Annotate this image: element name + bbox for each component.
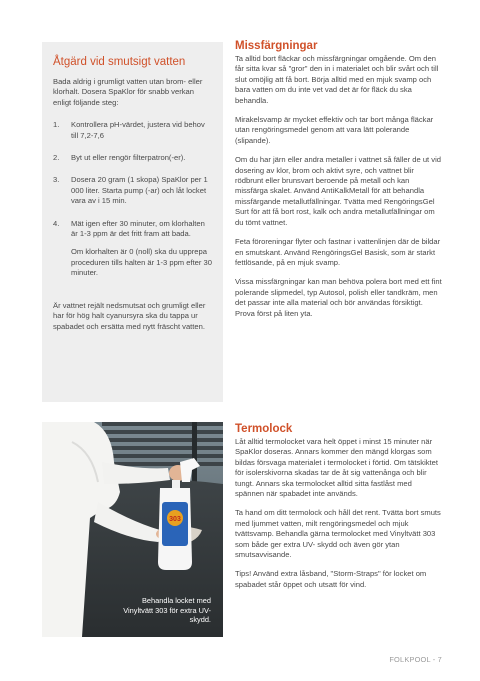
paragraph: Låt alltid termolocket vara helt öppet i minst 15 minuter när SpaKlor doseras. Annars kommer den mängd klorgas som bildas försvaga materialet i termolocket i förtid. Om tätskiktet för isolerskivorna skadas tar de åt sig vattenånga och blir tungt. Annars ska termolocket alltid sitta fastlåst med spännen när spabadet inte används. (235, 437, 438, 499)
list-item (53, 219, 212, 279)
info-box (42, 42, 223, 402)
bottle-label-text: 303 (169, 516, 181, 523)
list-item (53, 120, 212, 141)
paragraph: Ta hand om ditt termolock och håll det rent. Tvätta bort smuts med ljummet vatten, milt rengöringsmedel och mjuk tvättsvamp. Behandla gärna termolocket med Vinyltvätt 303 som både ger extra UV- skydd och även gör ytan smutsavvisande. (235, 508, 441, 560)
step-text: Byt ut eller rengör filterpatron(-er). (71, 153, 186, 163)
paragraph: Ta alltid bort fläckar och missfärgningar omgående. Om den får sitta kvar så "gror" den in i materialet och blir svårt och till slut omöjlig att få bort. Börja alltid med en mjuk svamp och bara vatten om du inte vet vad det är för fläck du ska behandla. (235, 54, 439, 105)
steps-list (53, 120, 212, 278)
section-title: Missfärgningar (235, 40, 318, 52)
step-number: 3. (53, 175, 60, 185)
cleaning-photo (42, 422, 223, 637)
info-box-intro: Bada aldrig i grumligt vatten utan brom- eller klorhalt. Dosera SpaKlor för snabb verkan enligt följande steg: (53, 77, 203, 107)
paragraph: Tips! Använd extra låsband, "Storm-Straps" för locket om spabadet står öppet och utsatt för vind. (235, 569, 427, 589)
info-box-footer: Är vattnet rejält nedsmutsat och grumligt eller har för hög halt cyanursyra ska du tappa ur spabadet och ersätta med nytt fräscht vatten. (53, 300, 206, 331)
section-termolock (235, 423, 443, 599)
paragraph: Om du har järn eller andra metaller i vattnet så fäller de ut vid dosering av klor, brom och aktivt syre, och vattnet blir rödbrunt eller brunsvart beroende på metall och kan missfärga skalet. Använd AntiKalkMetall för att behandla missfärgande metallutfällningar. Tvätta med RengöringsGel Surt för att få bort rost, kalk och andra metallutfällningar om du tömt vattnet. (235, 155, 441, 227)
step-number: 4. (53, 218, 60, 228)
page-footer: FOLKPOOL - 7 (389, 655, 442, 664)
step-number: 2. (53, 153, 60, 163)
step-text: Kontrollera pH-värdet, justera vid behov till 7,2-7,6 (71, 120, 205, 140)
step-text: Dosera 20 gram (1 skopa) SpaKlor per 1 000 liter. Starta pump (-ar) och låt locket vara av i 15 min. (71, 175, 208, 206)
section-title: Termolock (235, 423, 293, 435)
paragraph: Feta föroreningar flyter och fastnar i vattenlinjen där de bildar en smutskant. Använd RengöringsGel Basisk, som är starkt fettlösande, på en mjuk svamp. (235, 237, 441, 267)
step-number: 1. (53, 120, 60, 130)
section-missfargningar (235, 40, 443, 328)
info-box-title: Åtgärd vid smutsigt vatten (53, 56, 186, 68)
photo-caption: Behandla locket med Vinyltvätt 303 för extra UV-skydd. (123, 596, 211, 625)
step-text: Mät igen efter 30 minuter, om klorhalten är 1-3 ppm är det fritt fram att bada. (71, 218, 205, 239)
step-text-continued: Om klorhalten är 0 (noll) ska du upprepa proceduren tills halten är 1-3 ppm efter 30 minuter. (71, 247, 212, 278)
list-item (53, 153, 212, 163)
paragraph: Vissa missfärgningar kan man behöva polera bort med ett fint polerande slipmedel, typ Autosol, polish eller tandkräm, men det passar inte alla material och bör användas försiktigt. Prova först på liten yta. (235, 277, 442, 318)
paragraph: Mirakelsvamp är mycket effektiv och tar bort många fläckar utan rengöringsmedel genom att vara lätt polerande (slipande). (235, 115, 434, 145)
list-item (53, 175, 212, 206)
